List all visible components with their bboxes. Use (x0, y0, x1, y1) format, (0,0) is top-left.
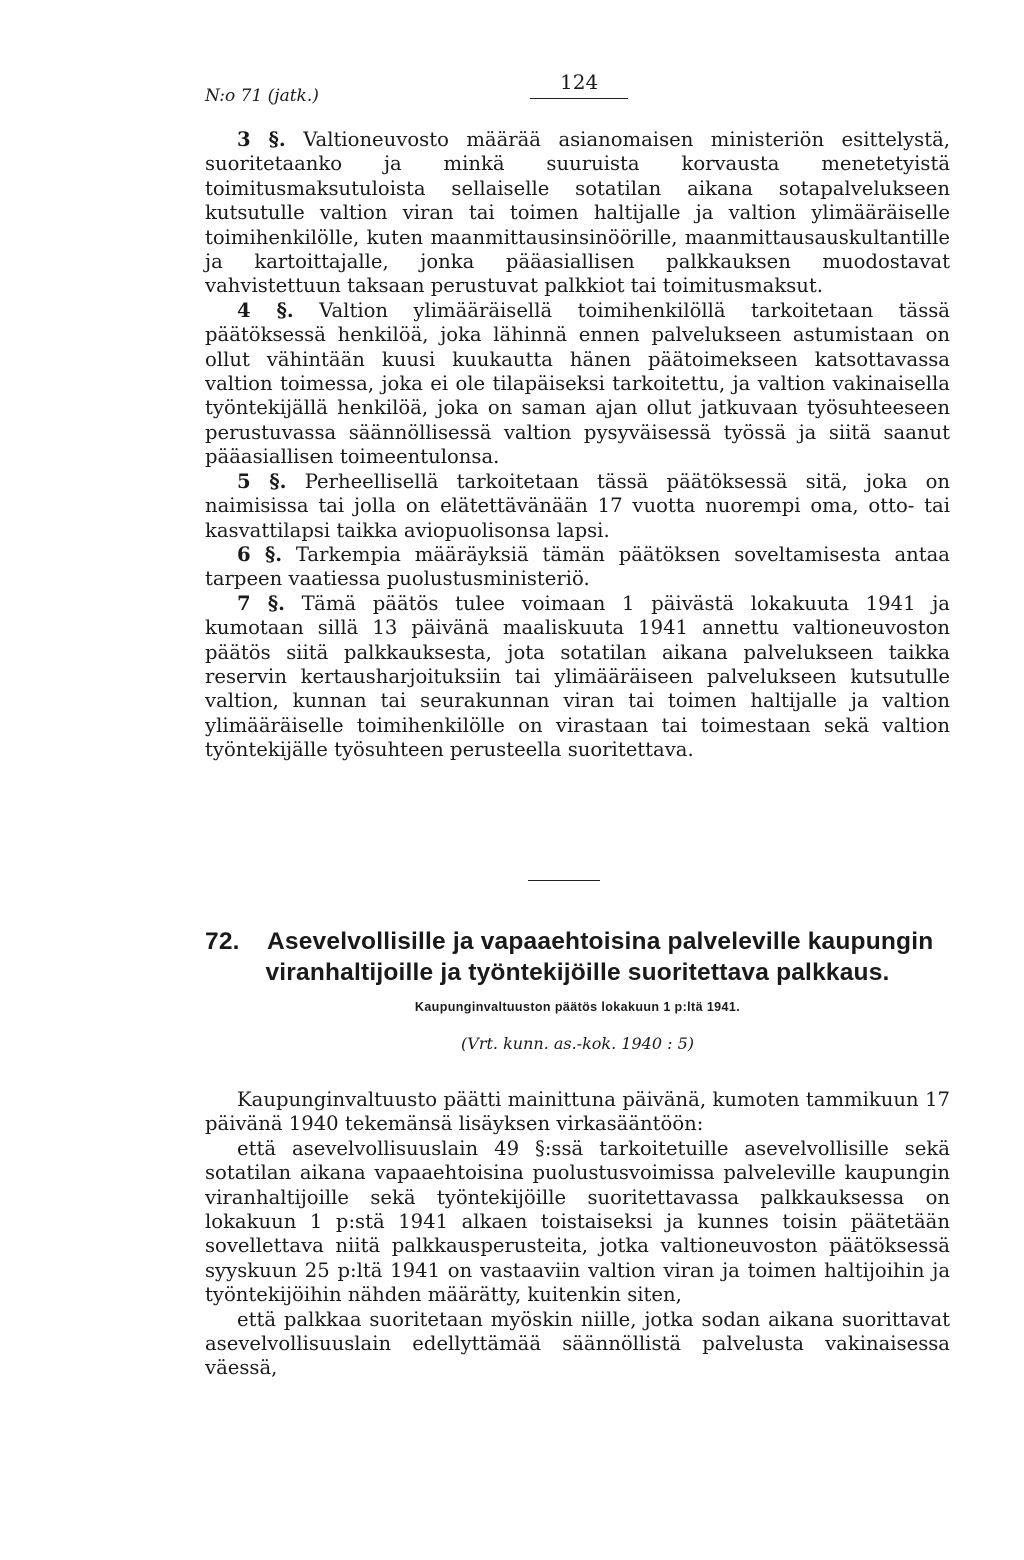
decision-source: Kaupunginvaltuuston päätös lokakuun 1 p:ltä 1941. (414, 1000, 741, 1014)
header-rule (530, 98, 628, 99)
paragraph-text: Valtioneuvosto määrää asianomaisen ministeriön esittelystä, suoritetaanko ja minkä suuruista korvausta menetetyistä toimitusmaksutuloista sellaiselle sotatilan aikana sotapalvelukseen kutsutulle valtion viran tai toimen haltijalle ja valtion ylimääräiselle toimihenkilölle, kuten maanmittausinsinöörille, maanmittausauskultantille ja kartoittajalle, jonka pääasiallisen palkkauksen muodostavat vahvistettuun taksaan perustuvat palkkiot tai toimitusmaksut. (205, 128, 950, 298)
decision-number: 72. (205, 928, 240, 955)
paragraph-section-5 (205, 470, 950, 543)
paragraph-text: Valtion ylimääräisellä toimihenkilöllä tarkoitetaan tässä päätöksessä henkilöä, joka lähinnä ennen palvelukseen astumistaan on ollut vähintään kuusi kuukautta hänen päätoimekseen katsottavassa valtion toimessa, joka ei ole tilapäiseksi tarkoitettu, ja valtion vakinaisella työntekijällä henkilöä, joka on saman ajan ollut jatkuvaan työsuhteeseen perustuvassa säännöllisessä valtion pysyväisessä työssä ja siitä saanut pääasiallisen toimeentulonsa. (205, 298, 950, 469)
page-number: 124 (560, 70, 599, 94)
paragraph-text: Tarkempia määräyksiä tämän päätöksen soveltamisesta antaa tarpeen vaatiessa puolustusministeriö. (205, 542, 950, 591)
page-header (205, 62, 950, 112)
section-number: 4 §. (237, 298, 294, 322)
series-label: N:o 71 (jatk.) (205, 86, 319, 106)
paragraph-text: Perheellisellä tarkoitetaan tässä päätöksessä sitä, joka on naimisissa tai jolla on elätettävänään 17 vuotta nuorempi oma, otto- tai kasvattilapsi taikka aviopuolisonsa lapsi. (205, 469, 950, 542)
decision-reference: (Vrt. kunn. as.-kok. 1940 : 5) (461, 1034, 694, 1053)
decision-title (205, 926, 950, 988)
decision-title-line1: Asevelvollisille ja vapaaehtoisina palveleville kaupungin (267, 928, 934, 955)
section-number: 7 §. (237, 591, 285, 615)
section-number: 3 §. (237, 128, 286, 151)
section-continuation (205, 128, 950, 763)
body-paragraph: että asevelvollisuuslain 49 §:ssä tarkoitetuille asevelvollisille sekä sotatilan aikana vapaaehtoisina puolustusvoimissa palveleville kaupungin viranhaltijoille sekä työntekijöille suoritettavassa palkkauksessa on lokakuun 1 p:stä 1941 alkaen toistaiseksi ja kunnes toisin päätetään sovellettava niitä palkkausperusteita, jotka valtioneuvoston päätöksessä syyskuun 25 p:ltä 1941 on vastaaviin valtion viran ja toimen haltijoihin ja työntekijöihin nähden määrätty, kuitenkin siten, (205, 1136, 950, 1307)
paragraph-text: Tämä päätös tulee voimaan 1 päivästä lokakuuta 1941 ja kumotaan sillä 13 päivänä maaliskuuta 1941 annettu valtioneuvoston päätös siitä palkkauksesta, jota sotatilan aikana palvelukseen taikka reservin kertausharjoituksiin tai ylimääräiseen palvelukseen kutsutulle valtion, kunnan tai seurakunnan viran tai toimen haltijalle ja valtion ylimääräiselle toimihenkilölle on virastaan tai toimestaan sekä valtion työntekijälle työsuhteen perusteella suoritettava. (205, 591, 950, 762)
paragraph-section-4 (205, 299, 950, 470)
section-divider (528, 880, 600, 881)
section-number: 5 §. (237, 469, 287, 493)
decision-title-line2: viranhaltijoille ja työntekijöille suoritettava palkkaus. (265, 959, 890, 986)
body-paragraph: Kaupunginvaltuusto päätti mainittuna päivänä, kumoten tammikuun 17 päivänä 1940 tekemänsä lisäyksen virkasääntöön: (205, 1088, 950, 1136)
paragraph-section-6 (205, 543, 950, 592)
paragraph-section-7 (205, 592, 950, 763)
paragraph-section-3 (205, 128, 950, 299)
decision-body (205, 1088, 950, 1381)
body-paragraph: että palkkaa suoritetaan myöskin niille, jotka sodan aikana suorittavat asevelvollisuuslain edellyttämää säännöllistä palvelusta vakinaisessa väessä, (205, 1307, 950, 1380)
section-number: 6 §. (237, 542, 283, 566)
